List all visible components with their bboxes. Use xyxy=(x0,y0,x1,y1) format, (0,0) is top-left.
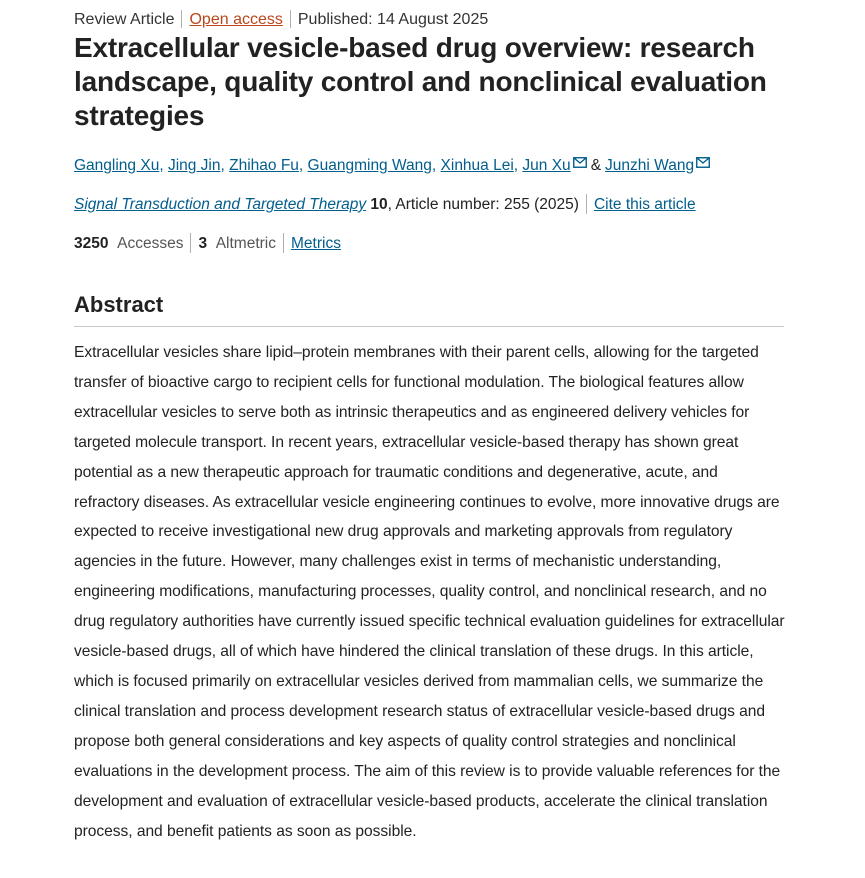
metrics-divider xyxy=(283,233,284,253)
accesses-count: 3250 xyxy=(74,235,109,252)
author-link[interactable]: Gangling Xu xyxy=(74,157,160,174)
article-number: , Article number: 255 (2025) xyxy=(387,196,579,213)
mail-icon[interactable] xyxy=(696,153,710,164)
metrics-link[interactable]: Metrics xyxy=(291,235,341,252)
meta-divider xyxy=(181,10,182,28)
author-link[interactable]: Zhihao Fu xyxy=(229,157,299,174)
meta-divider xyxy=(290,10,291,28)
article-meta xyxy=(74,10,488,30)
author-link[interactable]: Guangming Wang xyxy=(307,157,432,174)
author-link[interactable]: Jun Xu xyxy=(522,157,571,174)
journal-info xyxy=(74,194,696,216)
journal-volume: 10 xyxy=(370,196,388,213)
author-list xyxy=(74,153,710,177)
author-link[interactable]: Junzhi Wang xyxy=(605,157,695,174)
article-type: Review Article xyxy=(74,11,175,28)
author-ampersand: & xyxy=(590,157,602,174)
article-title: Extracellular vesicle-based drug overview: research landscape, quality control and nonclinical evaluation strategies xyxy=(74,32,767,131)
mail-icon[interactable] xyxy=(573,153,587,164)
author-separator: , xyxy=(298,157,308,174)
author-separator: , xyxy=(159,157,168,174)
author-link[interactable]: Xinhua Lei xyxy=(440,157,514,174)
journal-link[interactable]: Signal Transduction and Targeted Therapy xyxy=(74,196,367,213)
journal-divider xyxy=(586,194,587,214)
accesses-label: Accesses xyxy=(117,235,184,252)
author-link[interactable]: Jing Jin xyxy=(167,157,221,174)
author-separator: , xyxy=(431,157,441,174)
author-separator: , xyxy=(220,157,230,174)
abstract-divider xyxy=(74,326,784,327)
altmetric-label: Altmetric xyxy=(215,235,276,252)
cite-article-link[interactable]: Cite this article xyxy=(593,196,696,213)
author-separator: , xyxy=(513,157,523,174)
open-access-link[interactable]: Open access xyxy=(189,11,283,28)
abstract-text: Extracellular vesicles share lipid–protein membranes with their parent cells, allowing for the targeted transfer of bioactive cargo to recipient cells for functional modulation. The biological features allow extracellular vesicles to serve both as intrinsic therapeutics and as engineered delivery vehicles for targeted molecule transport. In recent years, extracellular vesicle-based therapy has shown great potential as a new therapeutic approach for traumatic conditions and degenerative, acute, and refractory diseases. As extracellular vesicle engineering continues to evolve, more innovative drugs are expected to receive investigational new drug approvals and marketing approvals from regulatory agencies in the future. However, many challenges exist in terms of mechanistic understanding, engineering modifications, manufacturing processes, quality control, and nonclinical research, and no drug regulatory authorities have currently issued specific technical evaluation guidelines for extracellular vesicle-based drugs, all of which have hindered the clinical translation of these drugs. In this article, which is focused primarily on extracellular vesicles derived from mammalian cells, we summarize the clinical translation and process development research status of extracellular vesicle-based drugs and propose both general considerations and key aspects of quality control strategies and nonclinical evaluations in the development process. The aim of this review is to provide valuable references for the development and evaluation of extracellular vesicle-based products, accelerate the clinical translation process, and benefit patients as soon as possible. xyxy=(74,344,785,840)
article-metrics xyxy=(74,233,341,255)
metrics-divider xyxy=(190,233,191,253)
published-date: Published: 14 August 2025 xyxy=(297,11,489,28)
abstract-heading: Abstract xyxy=(74,292,164,317)
altmetric-count: 3 xyxy=(198,235,208,252)
